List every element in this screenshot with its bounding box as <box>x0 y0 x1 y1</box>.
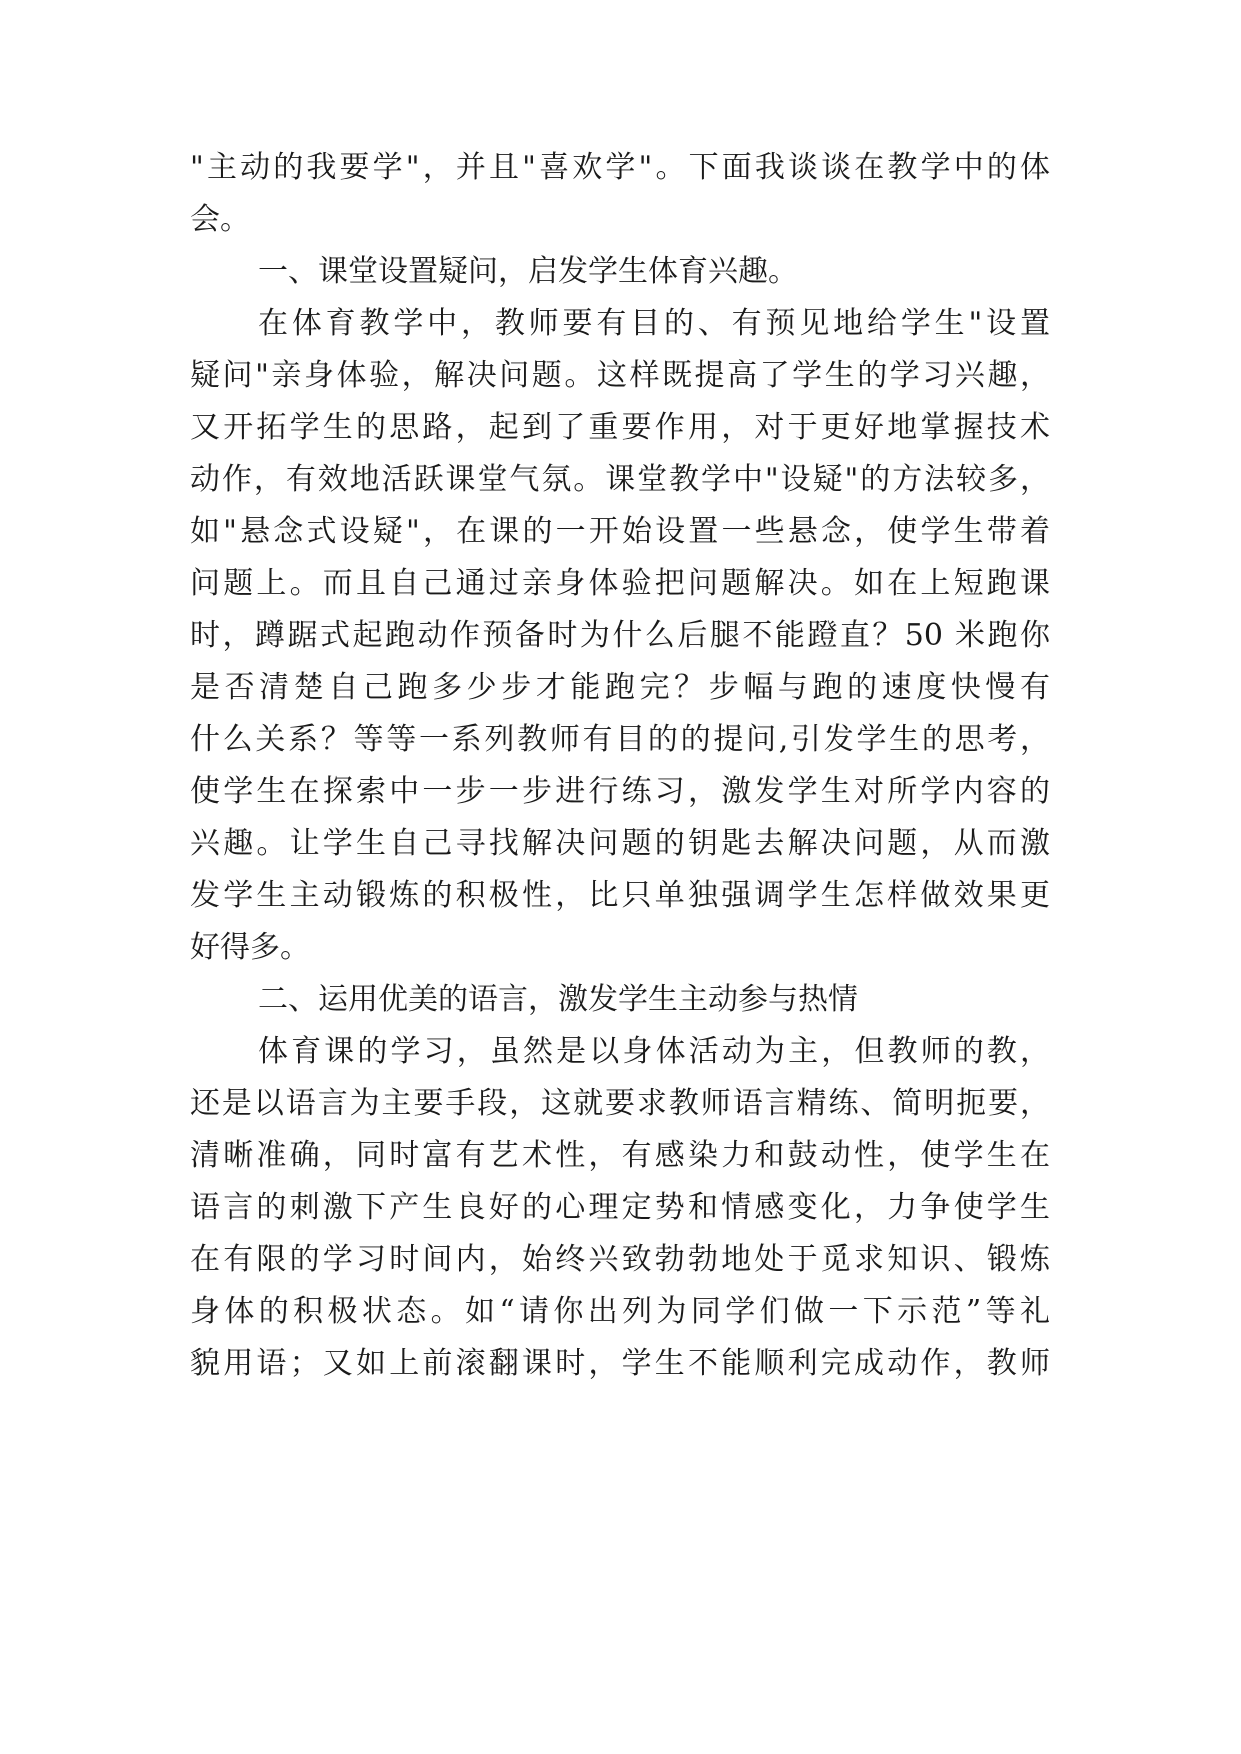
section-heading: 二、运用优美的语言，激发学生主动参与热情 <box>258 982 858 1017</box>
paragraph-line: 时，蹲踞式起跑动作预备时为什么后腿不能蹬直？50 米跑你 <box>190 618 1050 653</box>
paragraph-line: 疑问"亲身体验，解决问题。这样既提高了学生的学习兴趣， <box>190 358 1050 393</box>
paragraph-line: 身体的积极状态。如“请你出列为同学们做一下示范”等礼 <box>190 1294 1050 1329</box>
paragraph-line: 又开拓学生的思路，起到了重要作用，对于更好地掌握技术 <box>190 410 1050 445</box>
paragraph-line: 是否清楚自己跑多少步才能跑完？步幅与跑的速度快慢有 <box>190 670 1050 705</box>
section-heading: 一、课堂设置疑问，启发学生体育兴趣。 <box>258 254 798 289</box>
paragraph-line: 兴趣。让学生自己寻找解决问题的钥匙去解决问题，从而激 <box>190 826 1050 861</box>
paragraph-line: 什么关系？等等一系列教师有目的的提问,引发学生的思考， <box>190 722 1050 757</box>
paragraph-line: 体育课的学习，虽然是以身体活动为主，但教师的教， <box>258 1034 1050 1069</box>
paragraph-line: "主动的我要学"，并且"喜欢学"。下面我谈谈在教学中的体 <box>190 150 1050 185</box>
paragraph-line: 使学生在探索中一步一步进行练习，激发学生对所学内容的 <box>190 774 1050 809</box>
paragraph-line: 会。 <box>190 202 250 237</box>
paragraph-line: 貌用语；又如上前滚翻课时，学生不能顺利完成动作，教师 <box>190 1346 1050 1381</box>
paragraph-line: 好得多。 <box>190 930 310 965</box>
paragraph-line: 语言的刺激下产生良好的心理定势和情感变化，力争使学生 <box>190 1190 1050 1225</box>
paragraph-line: 发学生主动锻炼的积极性，比只单独强调学生怎样做效果更 <box>190 878 1050 913</box>
paragraph-line: 清晰准确，同时富有艺术性，有感染力和鼓动性，使学生在 <box>190 1138 1050 1173</box>
paragraph-line: 在体育教学中，教师要有目的、有预见地给学生"设置 <box>258 306 1050 341</box>
paragraph-line: 问题上。而且自己通过亲身体验把问题解决。如在上短跑课 <box>190 566 1050 601</box>
paragraph-line: 在有限的学习时间内，始终兴致勃勃地处于觅求知识、锻炼 <box>190 1242 1050 1277</box>
paragraph-line: 如"悬念式设疑"，在课的一开始设置一些悬念，使学生带着 <box>190 514 1050 549</box>
paragraph-line: 还是以语言为主要手段，这就要求教师语言精练、简明扼要， <box>190 1086 1050 1121</box>
paragraph-line: 动作，有效地活跃课堂气氛。课堂教学中"设疑"的方法较多， <box>190 462 1050 497</box>
